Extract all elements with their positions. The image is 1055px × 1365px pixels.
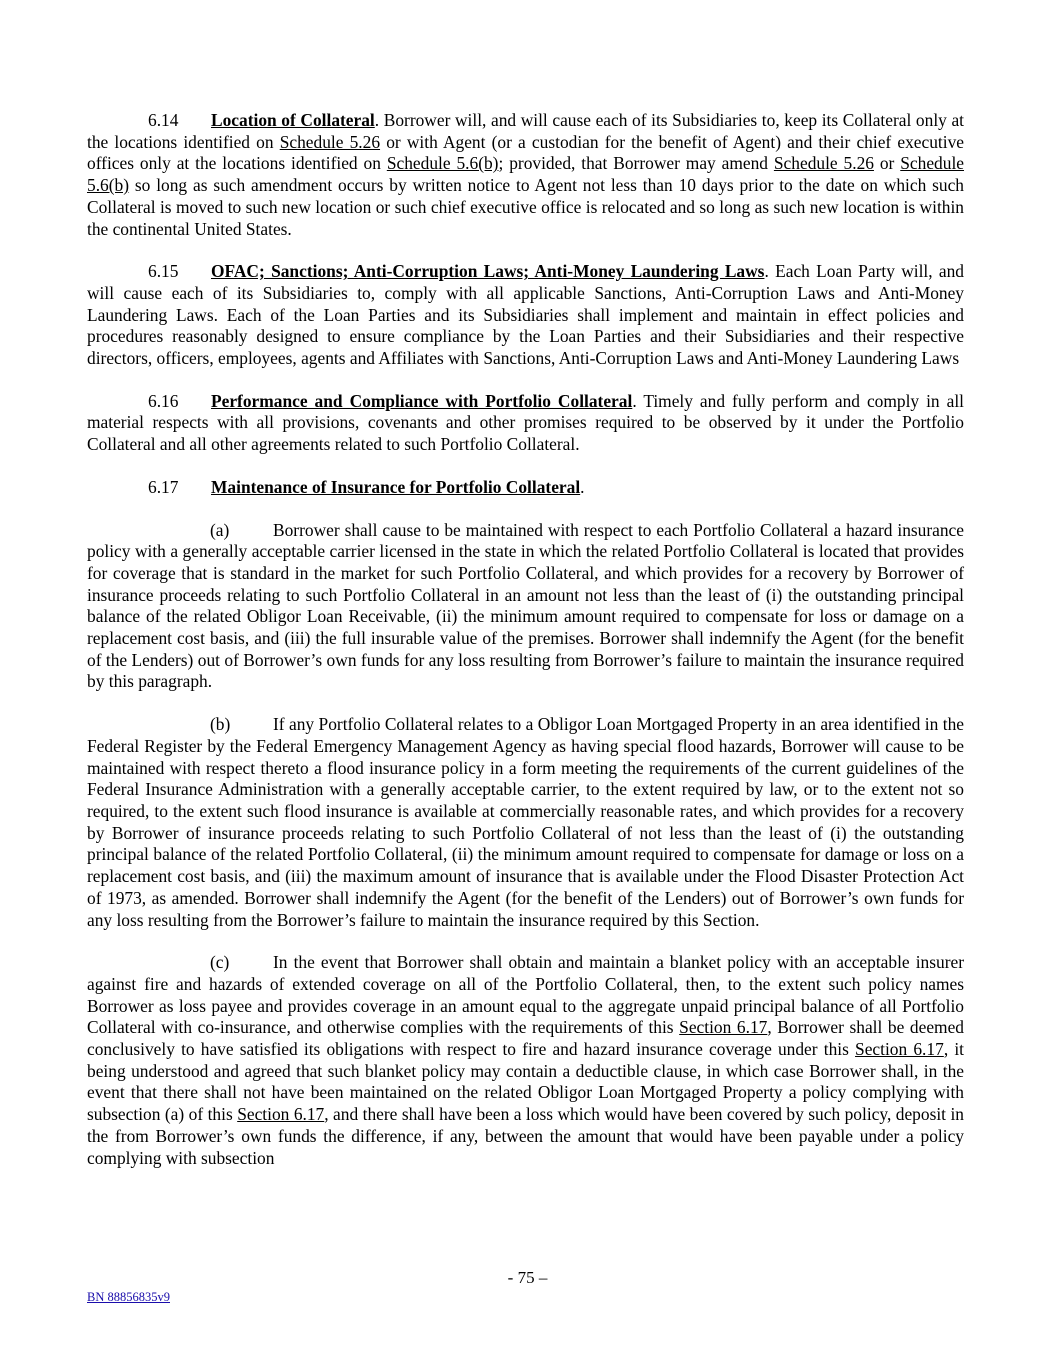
subsection-label: (b) bbox=[210, 714, 231, 735]
section-text: . Each Loan Party will, and will cause each of its Subsidiaries to, comply with all applicable Sanctions, Anti-Corruption Laws and Anti-Money Laundering Laws. Each of the Loan Parties and its Subsidiaries shall implement and maintain in effect policies and procedures reasonably designed to ensure compliance by the Loan Parties and their Subsidiaries and their respective directors, officers, employees, agents and Affiliates with Sanctions, Anti-Corruption Laws and Anti-Money Laundering Laws bbox=[87, 261, 965, 369]
section-number: 6.17 bbox=[148, 476, 179, 497]
subsection-text: Borrower shall cause to be maintained with respect to each Portfolio Collateral a hazard insurance policy with a generally acceptable carrier licensed in the state in which the related Portfolio Collateral is located that provides for coverage that is standard in the market for such Portfolio Collateral, and which provides for a recovery by Borrower of insurance proceeds relating to such Portfolio Collateral in an amount not less than the least of (i) the outstanding principal balance of the related Obligor Loan Receivable, (ii) the minimum amount required to compensate for loss or damage on a replacement cost basis, and (iii) the full insurable value of the premises. Borrower shall indemnify the Agent (for the benefit of the Lenders) out of Borrower’s own funds for any loss resulting from Borrower’s failure to maintain the insurance required by this paragraph. bbox=[87, 519, 964, 692]
subsection-text: , it being understood and agreed that such blanket policy may contain a deductible clause, in which case Borrower shall, in the event that there shall not have been maintained on the related Obligor Loan Mortgaged Property a policy complying with subsection (a) of this bbox=[87, 1039, 964, 1125]
subsection-text: , and there shall have been a loss which would have been covered by such policy, deposit in the from Borrower’s own funds the difference, if any, between the amount that would have been payable under a policy complying with subsection bbox=[87, 1104, 964, 1168]
subsection-c bbox=[87, 952, 964, 1169]
section-text: . bbox=[580, 476, 585, 497]
section-text: . Timely and fully perform and comply in all material respects with all provisions, covenants and other promises required to be observed by it under the Portfolio Collateral and all other agreements related to such Portfolio Collateral. bbox=[87, 390, 964, 455]
section-reference: Section 6.17 bbox=[855, 1039, 944, 1060]
subsection-indent bbox=[210, 714, 273, 736]
subsection-text: If any Portfolio Collateral relates to a Obligor Loan Mortgaged Property in an area identified in the Federal Register by the Federal Emergency Management Agency as having special flood hazards, Borrower will cause to be maintained with respect thereto a flood insurance policy in a form meeting the requirements of the current guidelines of the Federal Insurance Administration with a generally acceptable carrier, to the extent required by law, or to the extent not so required, to the extent such flood insurance is available at commercially reasonable rates, and which provides for a recovery by Borrower of insurance proceeds relating to such Portfolio Collateral of not less than the least of (i) the outstanding principal balance of the related Portfolio Collateral, (ii) the minimum amount required to compensate for damage or loss on a replacement cost basis, and (iii) the maximum amount of insurance that is available under the Flood Disaster Protection Act of 1973, as amended. Borrower shall indemnify the Agent (for the benefit of the Lenders) out of Borrower’s own funds for any loss resulting from the Borrower’s failure to maintain the insurance required by this Section. bbox=[87, 714, 964, 930]
schedule-reference: Schedule 5.6(b) bbox=[386, 153, 499, 174]
section-heading: Performance and Compliance with Portfolio Collateral bbox=[211, 390, 633, 411]
section-reference: Section 6.17 bbox=[237, 1104, 325, 1125]
subsection-indent bbox=[210, 952, 273, 974]
subsection-a bbox=[87, 520, 964, 694]
section-heading: Maintenance of Insurance for Portfolio Collateral bbox=[211, 476, 581, 497]
section-reference: Section 6.17 bbox=[679, 1017, 768, 1038]
page-number: - 75 – bbox=[507, 1268, 548, 1287]
section-number: 6.14 bbox=[148, 110, 179, 130]
subsection-label: (a) bbox=[210, 519, 230, 540]
subsection-text: , Borrower shall be deemed conclusively to have satisfied its obligations with respect to fire and hazard insurance coverage under this bbox=[87, 1017, 964, 1060]
subsection-b bbox=[87, 714, 964, 931]
section-6-15 bbox=[87, 261, 964, 370]
schedule-reference: Schedule 5.6(b) bbox=[87, 153, 964, 196]
section-6-14 bbox=[87, 110, 964, 240]
section-number: 6.16 bbox=[148, 390, 179, 411]
schedule-reference: Schedule 5.26 bbox=[279, 131, 381, 152]
subsection-label: (c) bbox=[210, 952, 230, 973]
section-text: or with Agent (or a custodian for the benefit of Agent) and their chief executive offices only at the locations identified on bbox=[87, 131, 964, 174]
section-text: ; provided, that Borrower may amend bbox=[498, 153, 774, 174]
subsection-text: In the event that Borrower shall obtain and maintain a blanket policy with an acceptable insurer against fire and hazards of extended coverage on all of the Portfolio Collateral, then, to the extent such policy names Borrower as loss payee and provides coverage in an amount equal to the aggregate unpaid principal balance of all Portfolio Collateral with co-insurance, and otherwise complies with the requirements of this bbox=[87, 952, 964, 1038]
section-heading: Location of Collateral bbox=[211, 110, 375, 130]
section-number: 6.15 bbox=[148, 261, 179, 282]
document-body bbox=[87, 110, 964, 1169]
schedule-reference: Schedule 5.26 bbox=[773, 153, 874, 174]
section-heading: OFAC; Sanctions; Anti-Corruption Laws; Anti-Money Laundering Laws bbox=[211, 261, 765, 282]
subsection-indent bbox=[210, 520, 273, 542]
section-text: . Borrower will, and will cause each of its Subsidiaries to, keep its Collateral only at the locations identified on bbox=[87, 110, 965, 152]
section-text: so long as such amendment occurs by written notice to Agent not less than 10 days prior to the date on which such Collateral is moved to such new location or such chief executive office is relocated and so long as such new location is within the continental United States. bbox=[87, 175, 964, 239]
section-6-17-heading bbox=[87, 477, 964, 499]
section-6-16 bbox=[87, 391, 964, 456]
section-text: or bbox=[873, 153, 901, 174]
document-id-link[interactable]: BN 88856835v9 bbox=[87, 1290, 170, 1304]
